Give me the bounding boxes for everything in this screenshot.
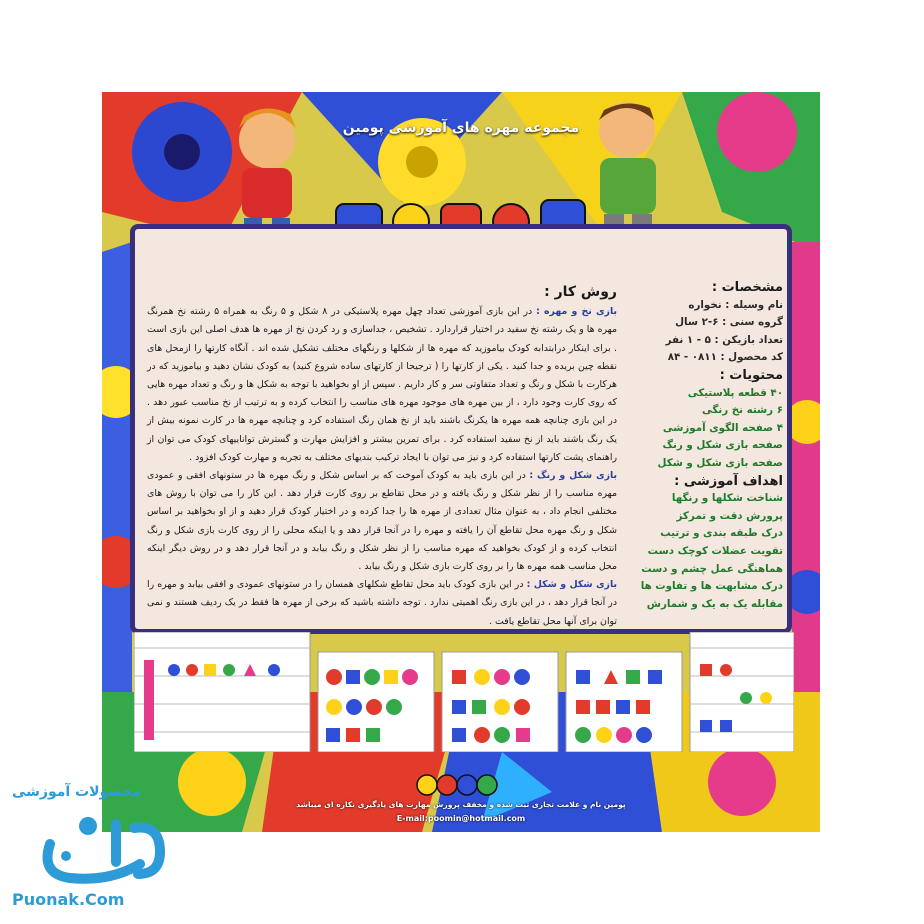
goal-item: درک طبقه بندی و ترتیب	[660, 527, 783, 540]
goal-item: شناخت شکلها و رنگها	[671, 492, 783, 505]
info-sidebar	[628, 279, 783, 613]
product-box-back	[102, 92, 820, 832]
poomin-footer-logo	[413, 772, 513, 798]
bead-card-2	[442, 652, 558, 752]
paragraph-body: در این بازی آموزشی تعداد چهل مهره پلاستیکی در ۸ شکل و ۵ رنگ به همراه ۵ رشته نخ همرنگ مهره ها و یک رشته نخ سفید در اختیار قراردارد . تشخیص ، جداسازی و رد کردن نخ از مهره ها هدف اصلی این بازی است . برای اینکار درابتدابه کودک بیاموزید که مهره ها از شکلها و رنگهای مختلف تشکیل شده اند . آنگاه کارتها را ازمحل های نقطه چین بریده و جدا کنید . یکی از کارتها را ( ترجیحا از کارتهای ساده شروع کنید) به کودک نشان دهید و بیاموزید که در هرکارت با شکل و رنگ و تعداد متفاوتی سر و کار داریم . سپس از او بخواهید با توجه به شکل ها و رنگ و تعداد مهره هایی که روی کارت وجود دارد ، از بین مهره های موجود مهره های مناسب را انتخاب کرده و به ترتیب از نخ مناسب عبور دهد . در این بازی چنانچه همه مهره ها یکرنگ باشند باید از نخ همان رنگ استفاده کرد و چنانچه مهره ها در کارت نمونه بیش از یک رنگ باشند باید از نخ سفید استفاده کرد . برای تمرین بیشتر و افزایش مهارت و گسترش تواناییهای کودک می توان از راهنمای پشت کارتها استفاده کرد و نیز می توان با ایجاد ترکیب بندیهای مختلف به تجربه و مهارت کودک افزود .	[147, 306, 617, 463]
grid-card-left	[134, 632, 310, 752]
goal-item: درک مشابهت ها و تفاوت ها	[640, 580, 783, 593]
paragraph-body: در این بازی کودک باید محل تقاطع شکلهای همسان را در ستونهای عمودی و افقی بیابد و مهره را در آنجا قرار دهد ، در این بازی رنگ اهمیتی ندارد . توجه داشته باشید که برخی از مهره ها فقط در یک ردیف هستند و نمی توان برای آنها محل تقاطع یافت .	[147, 579, 617, 627]
paragraph-lead: بازی شکل و رنگ :	[529, 470, 618, 482]
trademark-notice: پومین نام و علامت تجاری ثبت شده و مخفف پرورش مهارت های یادگیری نکاره ای میباشد	[296, 800, 626, 809]
spec-item: کد محصول : ۰۸۱۱ - ۸۴	[667, 351, 783, 364]
goal-item: تقویت عضلات کوچک دست	[647, 544, 783, 557]
goal-item: مقابله یک به یک و شمارش	[646, 597, 783, 610]
paragraph-beads-and-string	[147, 303, 617, 467]
product-title: مجموعه مهره های آموزشی پومین	[342, 120, 580, 136]
grid-card-right	[690, 632, 794, 752]
contents-item: صفحه بازی شکل و رنگ	[662, 439, 783, 452]
contents-item: ۴ صفحه الگوی آموزشی	[662, 421, 783, 434]
bead-card-1	[318, 652, 434, 752]
instructions-heading: روش کار :	[544, 284, 617, 300]
spec-item: گروه سنی : ۶-۲ سال	[675, 316, 783, 329]
goals-heading: اهداف آموزشی :	[674, 473, 783, 489]
spec-item: تعداد بازیکن : ۵ - ۱ نفر	[665, 333, 783, 346]
watermark-tagline: محصولات آموزشی	[12, 784, 141, 800]
spec-item: نام وسیله : نخواره	[688, 298, 783, 311]
store-watermark	[12, 778, 222, 918]
paragraph-lead: بازی نخ و مهره :	[536, 306, 617, 318]
bead-card-3	[566, 652, 682, 752]
pattern-cards	[134, 632, 794, 752]
paragraph-shape-and-shape	[147, 576, 617, 631]
contents-item: ۴۰ قطعه پلاستیکی	[687, 386, 783, 399]
paragraph-lead: بازی شکل و شکل :	[526, 579, 617, 591]
contents-heading: محتویات :	[719, 367, 783, 383]
contents-item: ۶ رشته نخ رنگی	[701, 404, 783, 417]
email-address: E-mail:poomin@hotmail.com	[396, 814, 526, 823]
watermark-url: Puonak.Com	[12, 890, 125, 909]
paragraph-shape-and-color	[147, 467, 617, 576]
contents-item: صفحه بازی شکل و شکل	[657, 456, 783, 469]
goal-item: پرورش دقت و تمرکز	[676, 509, 783, 522]
goal-item: هماهنگی عمل چشم و دست	[641, 562, 783, 575]
paragraph-body: در این بازی باید به کودک آموخت که بر اساس شکل و رنگ مهره ها در ستونهای افقی و عمودی مهره مناسب را از نظر شکل و رنگ یافته و در محل تقاطع بر روی کارت قرار دهد . این کار را می توان با روش های مختلفی انجام داد ، به عنوان مثال تعدادی از مهره ها را جدا کرده و در اختیار کودک قرار دهید و از او بخواهید بر اساس شکل و رنگ مهره محل تقاطع آن را یافته و مهره را در آنجا قرار دهد و یا اینکه محلی را از روی کارت بازی شکل و رنگ انتخاب کرده و از کودک بخواهید که مهره مناسب را از نظر شکل و رنگ بیابد و در آنجا قرار دهد و در روش دیگر اینکه محل مناسب همه مهره ها را بر روی کارت بازی شکل و رنگ بیابد .	[147, 470, 617, 573]
instructions-panel	[130, 224, 792, 634]
specs-heading: مشخصات :	[711, 280, 783, 295]
instructions-text	[147, 283, 617, 631]
puonak-logo-icon	[30, 804, 180, 890]
